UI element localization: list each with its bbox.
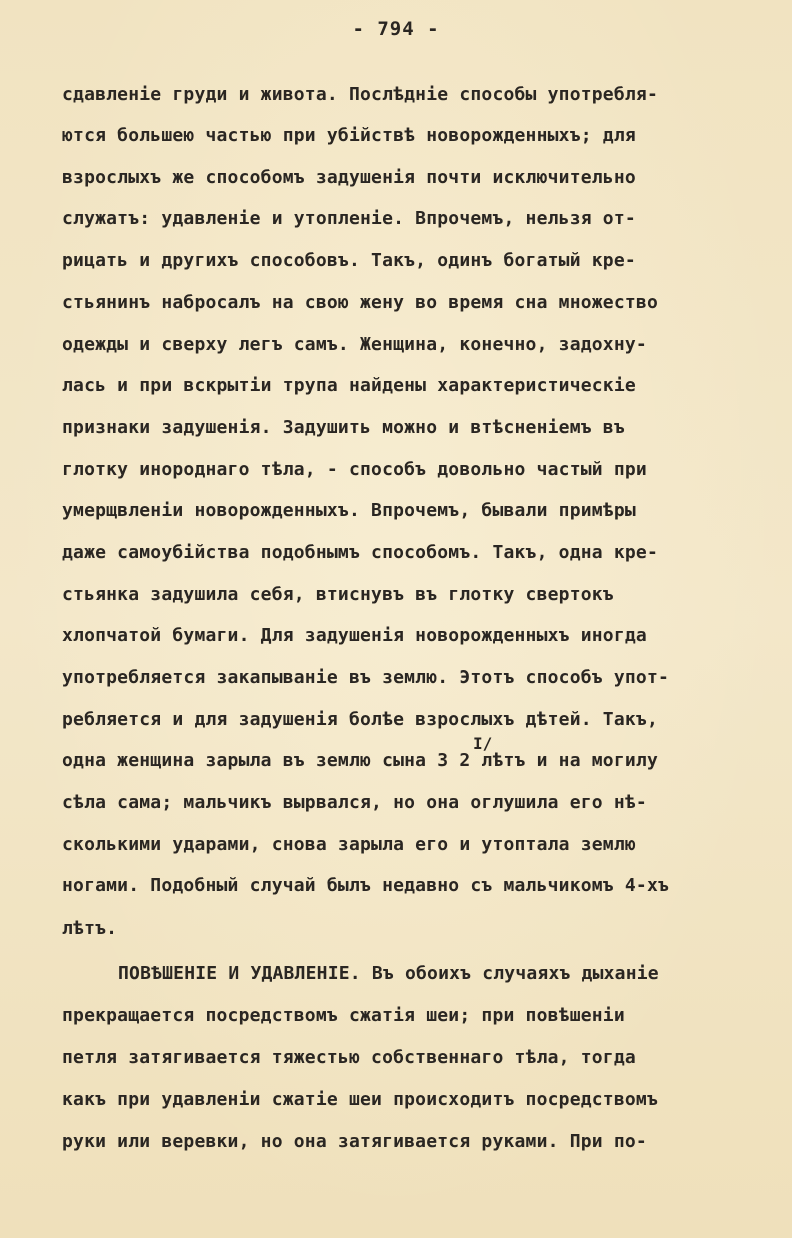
text-line: прекращается посредствомъ сжатія шеи; при повѣшеніи — [62, 1005, 625, 1026]
text-line: сколькими ударами, снова зарыла его и утоптала землю — [62, 834, 636, 855]
text-line: даже самоубійства подобнымъ способомъ. Такъ, одна кре- — [62, 542, 658, 563]
page-number: - 794 - — [352, 18, 440, 40]
text-line: служатъ: удавленіе и утопленіе. Впрочемъ, нельзя от- — [62, 208, 636, 229]
text-line: руки или веревки, но она затягивается руками. При по- — [62, 1131, 647, 1152]
text-line: хлопчатой бумаги. Для задушенія новорожденныхъ иногда — [62, 625, 647, 646]
fraction-mark: I/ — [473, 734, 493, 753]
text-line: лѣтъ. — [62, 918, 118, 939]
text-line: какъ при удавленіи сжатіе шеи происходитъ посредствомъ — [62, 1089, 658, 1110]
text-line: сдавленіе груди и живота. Послѣдніе способы употребля- — [62, 84, 658, 105]
text-line: рицать и другихъ способовъ. Такъ, одинъ богатый кре- — [62, 250, 636, 271]
text-line: стьянка задушила себя, втиснувъ въ глотку свертокъ — [62, 584, 614, 605]
text-line: одежды и сверху легъ самъ. Женщина, конечно, задохну- — [62, 334, 647, 355]
text-line: умерщвленіи новорожденныхъ. Впрочемъ, бывали примѣры — [62, 500, 636, 521]
text-line: ПОВѢШЕНІЕ И УДАВЛЕНІЕ. Въ обоихъ случаяхъ дыханіе — [118, 963, 659, 984]
text-line: употребляется закапываніе въ землю. Этотъ способъ упот- — [62, 667, 670, 688]
text-line: стьянинъ набросалъ на свою жену во время сна множество — [62, 292, 658, 313]
text-line: взрослыхъ же способомъ задушенія почти исключительно — [62, 167, 636, 188]
text-line: признаки задушенія. Задушить можно и втѣсненіемъ въ — [62, 417, 625, 438]
text-line: глотку инороднаго тѣла, - способъ довольно частый при — [62, 459, 647, 480]
text-line: одна женщина зарыла въ землю сына 3 2 лѣтъ и на могилу — [62, 750, 658, 771]
text-line: ногами. Подобный случай былъ недавно съ мальчикомъ 4-хъ — [62, 875, 670, 896]
text-line: ются большею частью при убійствѣ новорожденныхъ; для — [62, 125, 636, 146]
text-line: лась и при вскрытіи трупа найдены характеристическіе — [62, 375, 636, 396]
text-line: петля затягивается тяжестью собственнаго тѣла, тогда — [62, 1047, 636, 1068]
text-line: ребляется и для задушенія болѣе взрослыхъ дѣтей. Такъ, — [62, 709, 658, 730]
text-line: сѣла сама; мальчикъ вырвался, но она оглушила его нѣ- — [62, 792, 647, 813]
